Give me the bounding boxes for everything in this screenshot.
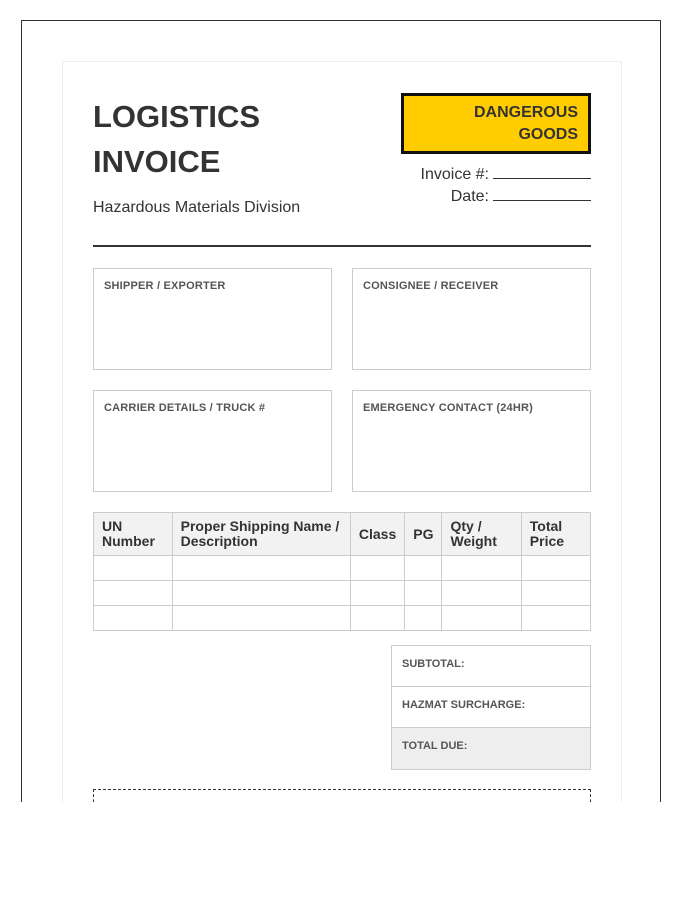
table-cell[interactable] bbox=[521, 556, 590, 581]
emergency-contact-label: EMERGENCY CONTACT (24HR) bbox=[363, 402, 534, 414]
totals-box bbox=[391, 645, 591, 770]
date-line bbox=[371, 186, 591, 206]
table-cell[interactable] bbox=[172, 606, 350, 631]
title-line-2: INVOICE bbox=[93, 144, 221, 179]
col-class: Class bbox=[350, 513, 404, 556]
emergency-contact-box[interactable] bbox=[352, 390, 591, 492]
table-cell[interactable] bbox=[521, 606, 590, 631]
table-cell[interactable] bbox=[172, 556, 350, 581]
notes-area[interactable] bbox=[93, 789, 591, 802]
carrier-label: CARRIER DETAILS / TRUCK # bbox=[104, 402, 266, 414]
title-line-1: LOGISTICS bbox=[93, 99, 261, 134]
items-table bbox=[93, 512, 591, 631]
table-row bbox=[94, 606, 591, 631]
carrier-box[interactable] bbox=[93, 390, 332, 492]
table-cell[interactable] bbox=[94, 606, 173, 631]
col-qty-weight: Qty / Weight bbox=[442, 513, 521, 556]
consignee-label: CONSIGNEE / RECEIVER bbox=[363, 280, 499, 292]
table-cell[interactable] bbox=[350, 556, 404, 581]
table-cell[interactable] bbox=[350, 581, 404, 606]
invoice-number-field[interactable] bbox=[493, 164, 591, 179]
table-header-row bbox=[94, 513, 591, 556]
date-label: Date: bbox=[450, 188, 489, 205]
hazmat-surcharge-label: HAZMAT SURCHARGE: bbox=[402, 699, 526, 711]
table-cell[interactable] bbox=[94, 556, 173, 581]
col-shipping-name: Proper Shipping Name / Description bbox=[172, 513, 350, 556]
dangerous-goods-badge bbox=[401, 93, 591, 154]
invoice-page bbox=[62, 61, 622, 802]
badge-line-1: DANGEROUS bbox=[473, 104, 578, 121]
consignee-box[interactable] bbox=[352, 268, 591, 370]
table-cell[interactable] bbox=[442, 556, 521, 581]
table-cell[interactable] bbox=[442, 581, 521, 606]
total-due-label: TOTAL DUE: bbox=[402, 740, 468, 752]
table-cell[interactable] bbox=[405, 606, 442, 631]
table-cell[interactable] bbox=[521, 581, 590, 606]
table-row bbox=[94, 581, 591, 606]
invoice-title bbox=[93, 94, 323, 184]
table-row bbox=[94, 556, 591, 581]
subtotal-row[interactable] bbox=[392, 646, 590, 687]
table-cell[interactable] bbox=[94, 581, 173, 606]
total-due-row[interactable] bbox=[392, 728, 590, 769]
col-un-number: UN Number bbox=[94, 513, 173, 556]
col-packing-group: PG bbox=[405, 513, 442, 556]
badge-line-2: GOODS bbox=[518, 126, 578, 143]
subtotal-label: SUBTOTAL: bbox=[402, 658, 465, 670]
table-cell[interactable] bbox=[442, 606, 521, 631]
document-frame bbox=[21, 20, 661, 802]
table-cell[interactable] bbox=[172, 581, 350, 606]
division-subtitle: Hazardous Materials Division bbox=[93, 199, 301, 216]
table-cell[interactable] bbox=[350, 606, 404, 631]
table-cell[interactable] bbox=[405, 556, 442, 581]
invoice-number-line bbox=[371, 164, 591, 184]
shipper-box[interactable] bbox=[93, 268, 332, 370]
hazmat-surcharge-row[interactable] bbox=[392, 687, 590, 728]
shipper-label: SHIPPER / EXPORTER bbox=[104, 280, 226, 292]
col-total-price: Total Price bbox=[521, 513, 590, 556]
invoice-number-label: Invoice #: bbox=[420, 166, 489, 183]
table-cell[interactable] bbox=[405, 581, 442, 606]
header-divider bbox=[93, 245, 591, 247]
date-field[interactable] bbox=[493, 186, 591, 201]
